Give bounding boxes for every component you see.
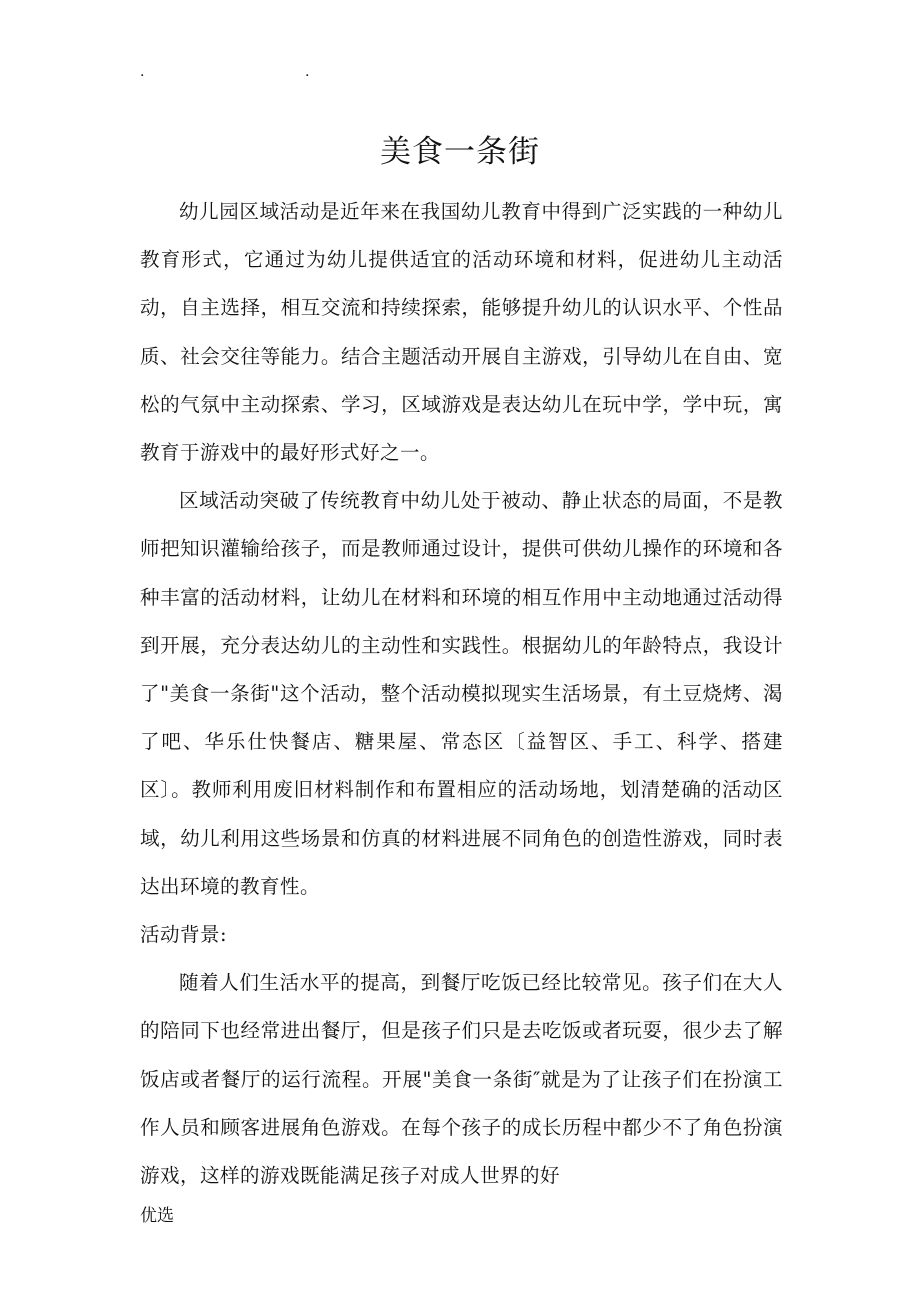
section-heading-background: 活动背景: (140, 923, 228, 947)
page-header (140, 62, 780, 82)
document-title: 美食一条街 (380, 134, 540, 170)
paragraph-background: 随着人们生活水平的提高，到餐厅吃饭已经比较常见。孩子们在大人的陪同下也经常进出餐厅，但是孩子们只是去吃饭或者玩耍，很少去了解饭店或者餐厅的运行流程。开展"美食一条街″就是为了让孩子们在扮演工作人员和顾客进展角色游戏。在每个孩子的成长历程中都少不了角色扮演游戏，这样的游戏既能满足孩子对成人世界的好 (140, 971, 783, 1188)
header-dot-left: . (140, 64, 145, 80)
footer-label: 优选 (140, 1206, 174, 1226)
document-body (140, 188, 783, 1200)
paragraph-regional-activity: 区域活动突破了传统教育中幼儿处于被动、静止状态的局面，不是教师把知识灌输给孩子，而是教师通过设计，提供可供幼儿操作的环境和各种丰富的活动材料，让幼儿在材料和环境的相互作用中主动地通过活动得到开展，充分表达幼儿的主动性和实践性。根据幼儿的年龄特点，我设计了"美食一条街"这个活动，整个活动模拟现实生活场景，有土豆烧烤、渴了吧、华乐仕快餐店、糖果屋、常态区〔益智区、手工、科学、搭建区〕。教师利用废旧材料制作和布置相应的活动场地，划清楚确的活动区域，幼儿利用这些场景和仿真的材料进展不同角色的创造性游戏，同时表达出环境的教育性。 (140, 489, 783, 898)
paragraph-intro: 幼儿园区域活动是近年来在我国幼儿教育中得到广泛实践的一种幼儿教育形式，它通过为幼儿提供适宜的活动环境和材料，促进幼儿主动活动，自主选择，相互交流和持续探索，能够提升幼儿的认识水平、个性品质、社会交往等能力。结合主题活动开展自主游戏，引导幼儿在自由、宽松的气氛中主动探索、学习，区域游戏是表达幼儿在玩中学，学中玩，寓教育于游戏中的最好形式好之一。 (140, 200, 783, 465)
header-dot-right: . (305, 64, 310, 80)
